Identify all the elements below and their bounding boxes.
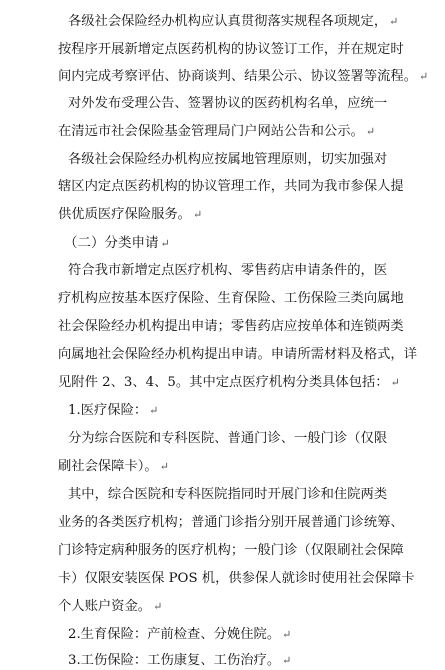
text-line: 见附件 2、3、4、5。其中定点医疗机构分类具体包括： ↵	[58, 375, 400, 390]
text-line: 各级社会保险经办机构应认真贯彻落实规程各项规定， ↵	[68, 14, 399, 29]
text-line: 对外发布受理公告、签署协议的医药机构名单，应统一	[68, 96, 388, 111]
text-line: 其中，综合医院和专科医院指同时开展门诊和住院两类	[68, 487, 388, 502]
text-line: 供优质医疗保险服务。 ↵	[58, 207, 203, 222]
list-item: 3.工伤保险：工伤康复、工伤治疗。 ↵	[68, 653, 292, 668]
text-line: 辖区内定点医药机构的协议管理工作，共同为我市参保人提	[58, 179, 404, 194]
text-line: 间内完成考察评估、协商谈判、结果公示、协议签署等流程。 ↵	[58, 69, 429, 84]
text-line: 业务的各类医疗机构；普通门诊指分别开展普通门诊统筹、	[58, 515, 404, 530]
text-line: 各级社会保险经办机构应按属地管理原则，切实加强对	[68, 152, 388, 167]
text-line: 门诊特定病种服务的医疗机构；一般门诊（仅限刷社会保障	[58, 543, 404, 558]
text-line: 按程序开展新增定点医药机构的协议签订工作，并在规定时	[58, 42, 404, 57]
text-line: 刷社会保障卡）。 ↵	[58, 459, 169, 474]
list-item: 2.生育保险：产前检查、分娩住院。 ↵	[68, 627, 292, 642]
text-line: 向属地社会保险经办机构提出申请。申请所需材料及格式，详	[58, 347, 418, 362]
list-item: 1.医疗保险： ↵	[68, 403, 159, 418]
text-line: 个人账户资金。 ↵	[58, 599, 163, 614]
text-line: 符合我市新增定点医疗机构、零售药店申请条件的，医	[68, 263, 388, 278]
text-line: 在清远市社会保险基金管理局门户网站公告和公示。 ↵	[58, 124, 376, 139]
text-line: 疗机构应按基本医疗保险、生育保险、工伤保险三类向属地	[58, 291, 404, 306]
text-line: 社会保险经办机构提出申请；零售药店应按单体和连锁两类	[58, 319, 404, 334]
text-line: 卡）仅限安装医保 POS 机，供参保人就诊时使用社会保障卡	[58, 571, 415, 586]
text-line: 分为综合医院和专科医院、普通门诊、一般门诊（仅限	[68, 431, 388, 446]
section-heading: （二）分类申请 ↵	[64, 235, 170, 251]
